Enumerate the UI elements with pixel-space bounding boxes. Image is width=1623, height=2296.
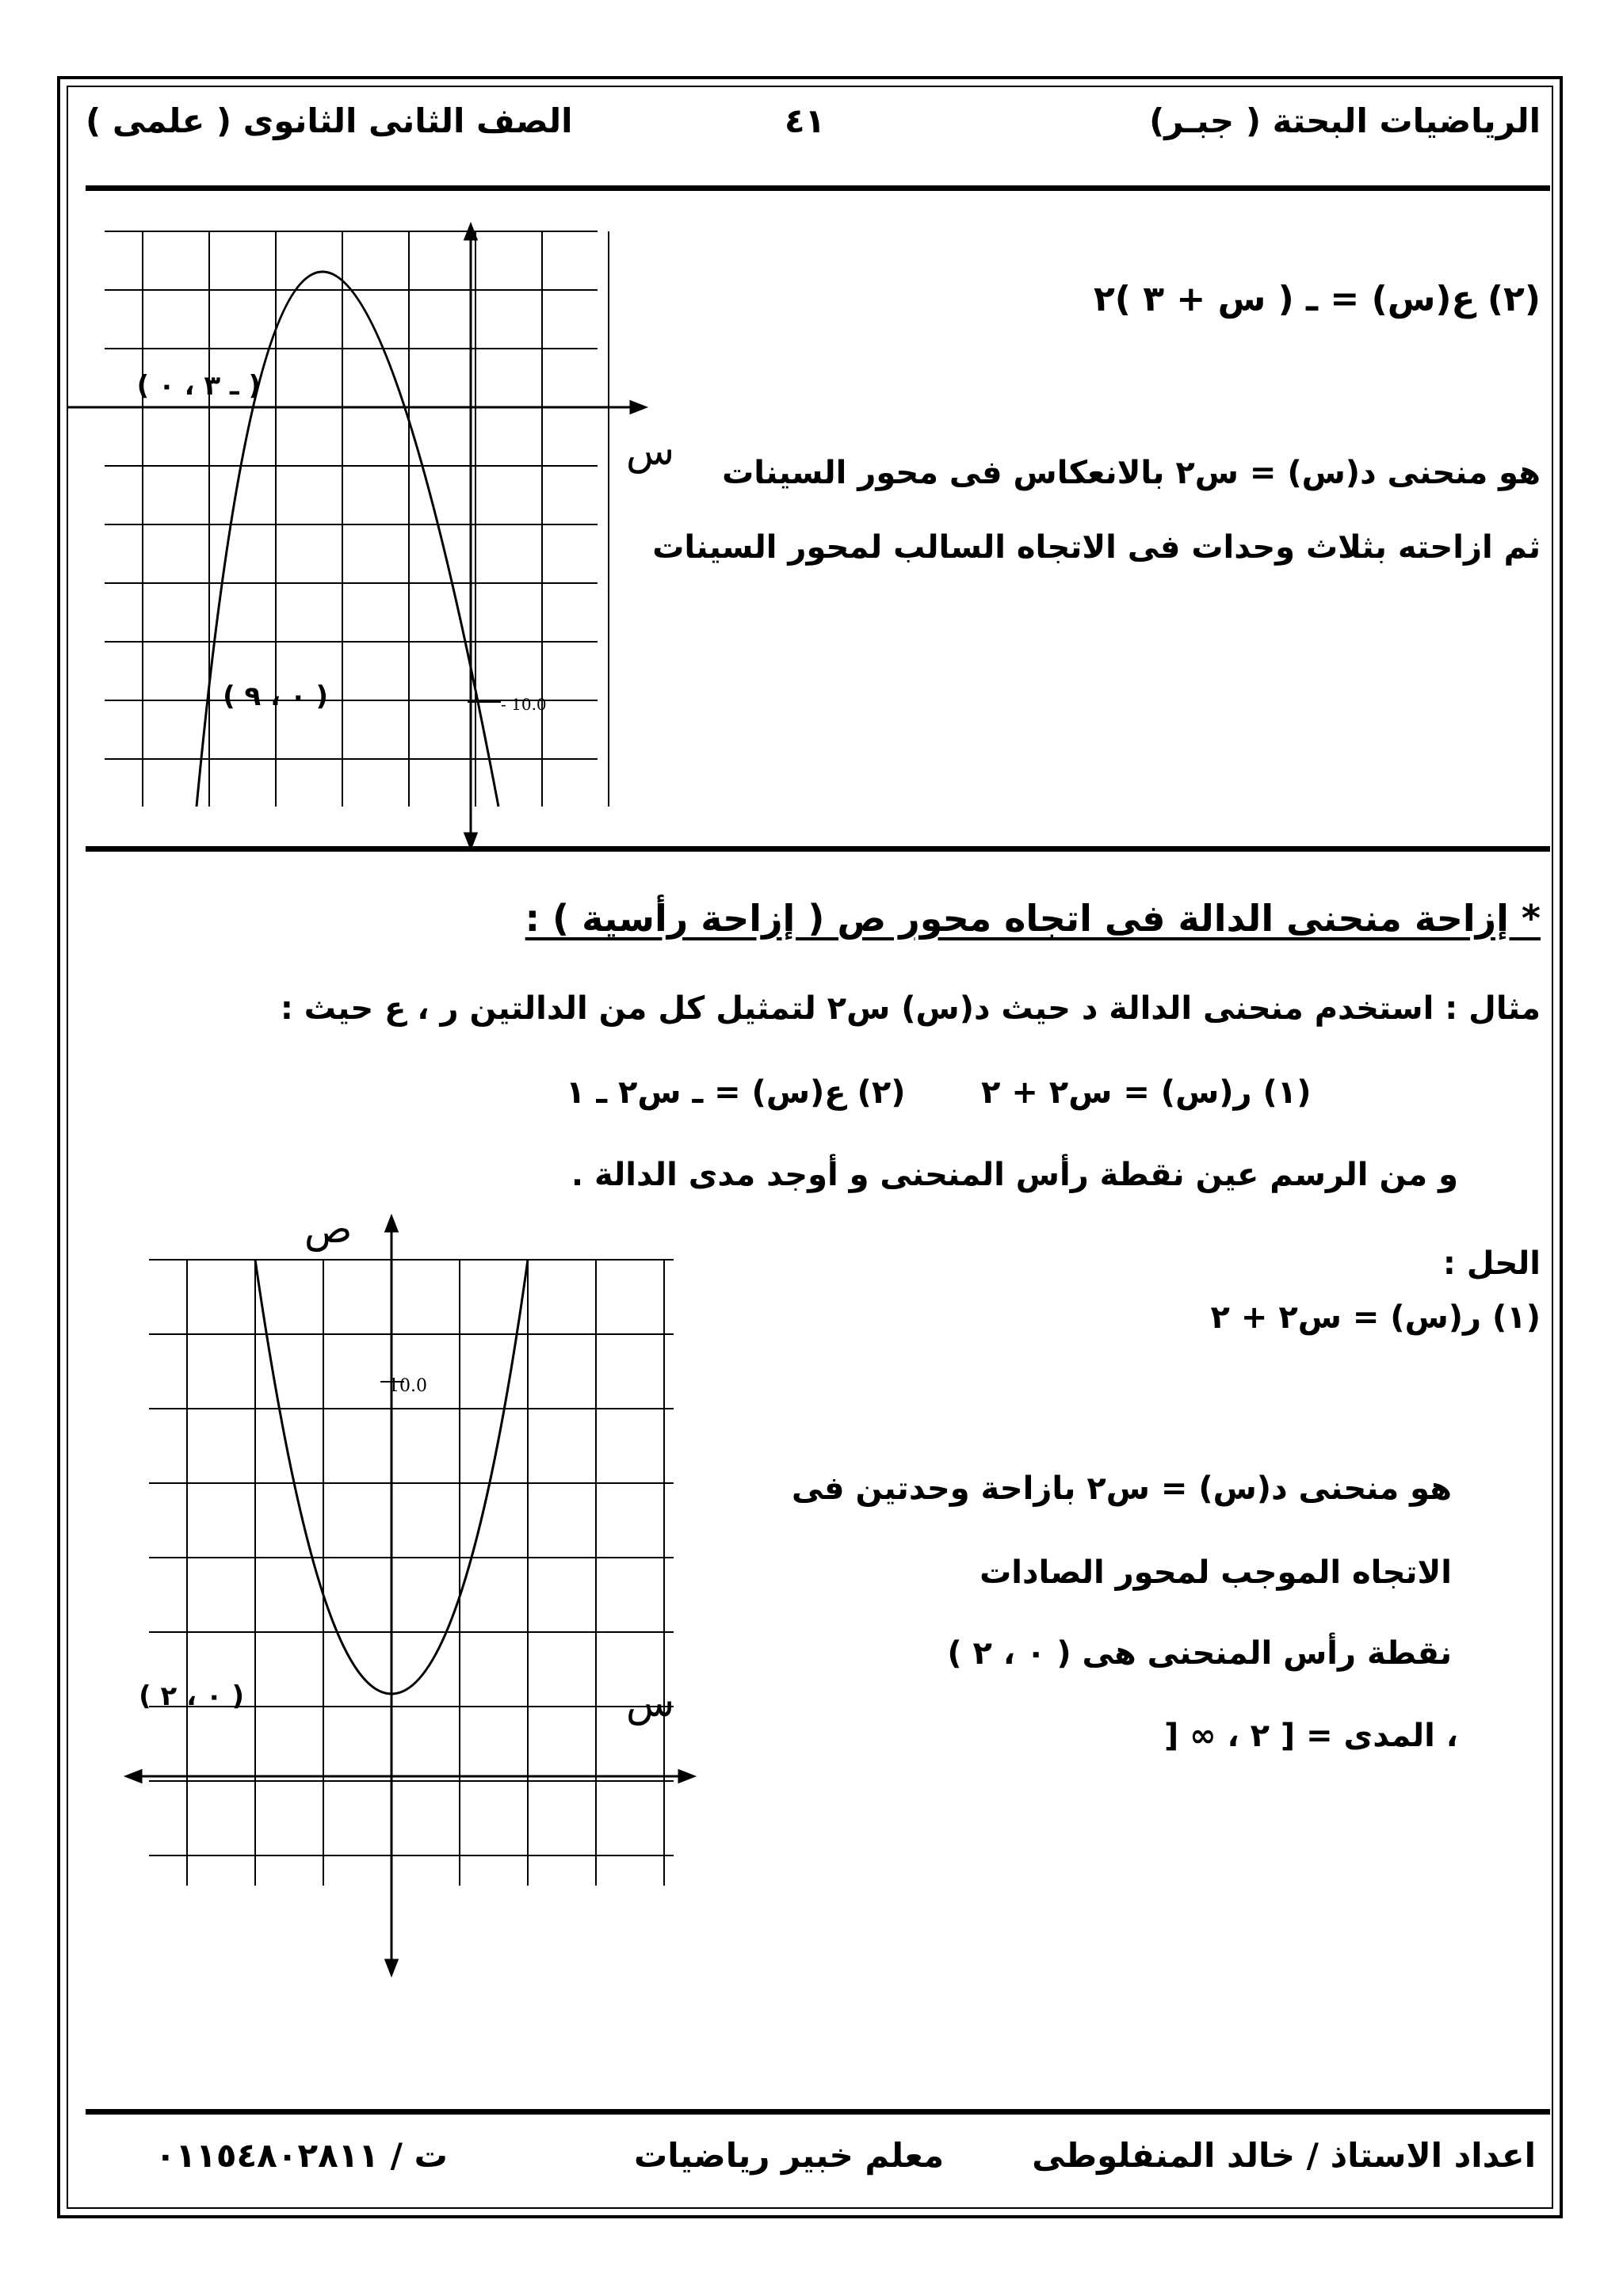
footer-author: اعداد الاستاذ / خالد المنفلوطى — [1032, 2136, 1536, 2175]
graph2-axes — [127, 1217, 693, 1974]
function-label: (٢) ع(س) = ـ ( س + ٣ )٢ — [1093, 279, 1541, 319]
graph2-y-axis-symbol: ص — [304, 1206, 353, 1252]
graph1-vertex-label: ( ـ ٣ ، ٠ ) — [136, 370, 261, 402]
graph1-grid — [105, 231, 609, 807]
footer-role: معلم خبير رياضيات — [634, 2136, 945, 2175]
example-statement: مثال : استخدم منحنى الدالة د حيث د(س) س٢ لتمثيل كل من الدالتين ر ، ع حيث : — [280, 990, 1541, 1027]
part1-desc-line1: هو منحنى د(س) = س٢ بالانعكاس فى محور السينات — [722, 455, 1541, 491]
header-divider — [86, 185, 1550, 191]
solution-desc-line1: هو منحنى د(س) = س٢ بازاحة وحدتين فى — [791, 1470, 1452, 1507]
solution-desc-line2: الاتجاه الموجب لمحور الصادات — [980, 1554, 1452, 1591]
graph-shifted-parabola — [119, 1204, 721, 1989]
section-divider — [86, 846, 1550, 852]
solution-label: الحل : — [1442, 1245, 1541, 1282]
header-page-number: ٤١ — [785, 101, 826, 140]
graph2-vertex-label: ( ٠ ، ٢ ) — [139, 1680, 244, 1712]
graph-reflected-parabola — [67, 220, 653, 854]
graph1-x-axis-symbol: س — [626, 428, 675, 474]
header-subject: الرياضيات البحتة ( جبـر) — [1149, 101, 1541, 140]
footer-phone: ت / ٠١١٥٤٨٠٢٨١١ — [155, 2136, 448, 2175]
graph1-tick-label: - 10.0 — [501, 695, 547, 714]
graph2-grid — [149, 1260, 674, 1886]
footer-divider — [86, 2109, 1550, 2115]
function-2: (٢) ع(س) = ـ س٢ ـ ١ — [566, 1074, 906, 1111]
solution-part1: (١) ر(س) = س٢ + ٢ — [1210, 1299, 1541, 1336]
section-title: * إزاحة منحنى الدالة فى اتجاه محور ص ( إزاحة رأسية ) : — [525, 897, 1541, 940]
graph1-curve — [197, 272, 498, 807]
graph1-axes — [67, 225, 645, 848]
vertex-statement: نقطة رأس المنحنى هى ( ٠ ، ٢ ) — [947, 1635, 1452, 1672]
range-statement: ، المدى = [ ٢ ، ∞ [ — [1163, 1718, 1458, 1754]
instruction: و من الرسم عين نقطة رأس المنحنى و أوجد مدى الدالة . — [571, 1157, 1458, 1193]
graph2-tick-label: 10.0 — [388, 1376, 427, 1396]
function-1: (١) ر(س) = س٢ + ٢ — [981, 1074, 1312, 1111]
part1-desc-line2: ثم ازاحته بثلاث وحدات فى الاتجاه السالب لمحور السينات — [652, 529, 1541, 566]
graph2-x-axis-symbol: س — [626, 1680, 675, 1726]
header-grade: الصف الثانى الثانوى ( علمى ) — [86, 101, 573, 140]
graph1-intercept-label: ( ٠ ، ٩ ) — [223, 681, 328, 712]
